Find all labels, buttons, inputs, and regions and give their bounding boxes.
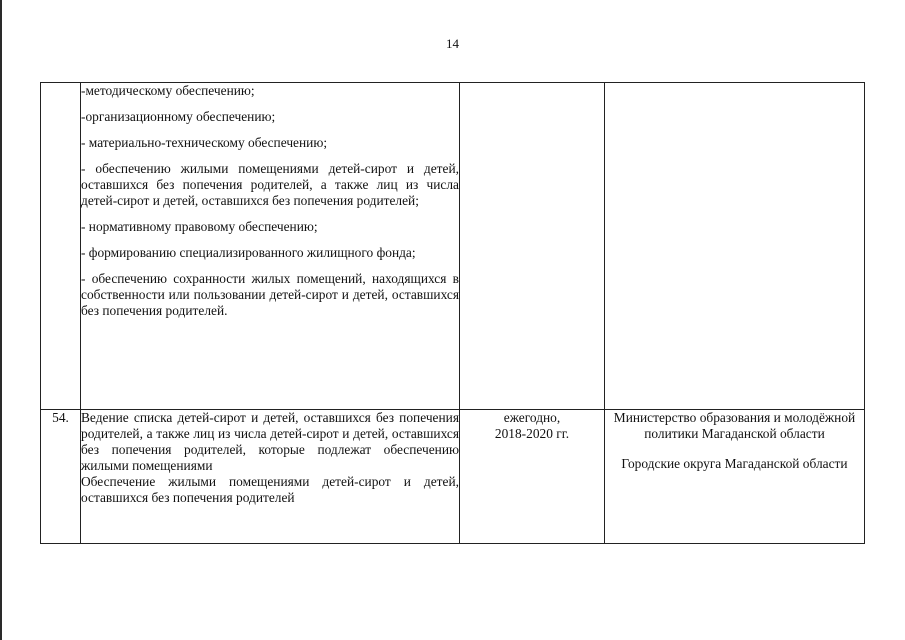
list-item: - формированию специализированного жилищного фонда;	[81, 245, 416, 260]
period-cell	[460, 410, 605, 544]
measure-text-2: Обеспечение жилыми помещениями детей-сирот и детей, оставшихся без попечения родителей	[81, 474, 459, 505]
row-number: 54.	[41, 410, 81, 544]
table-row-54	[41, 410, 865, 544]
page-left-edge	[0, 0, 2, 640]
page-number: 14	[446, 36, 459, 51]
number-cell-empty	[41, 83, 81, 410]
list-item: -методическому обеспечению;	[81, 83, 255, 98]
measure-text-cell	[81, 83, 460, 410]
measure-text-cell	[81, 410, 460, 544]
list-item: - обеспечению жилыми помещениями детей-сирот и детей, оставшихся без попечения родителей, а также лиц из числа детей-сирот и детей, оставшихся без попечения родителей;	[81, 161, 459, 208]
list-item: - материально-техническому обеспечению;	[81, 135, 328, 150]
measure-text-1: Ведение списка детей-сирот и детей, оставшихся без попечения родителей, а также лиц из числа детей-сирот и детей, оставшихся без попечения родителей, которые подлежат обеспечению жилыми помещениями	[81, 410, 459, 473]
list-item: -организационному обеспечению;	[81, 109, 276, 124]
responsible-cell	[605, 410, 865, 544]
period-label: ежегодно,	[503, 410, 561, 425]
responsible-cell-empty	[605, 83, 865, 410]
table-row-continued	[41, 83, 865, 410]
responsible-districts: Городские округа Магаданской области	[621, 456, 848, 471]
period-cell-empty	[460, 83, 605, 410]
list-item: - обеспечению сохранности жилых помещений, находящихся в собственности или пользовании детей-сирот и детей, оставшихся без попечения родителей.	[81, 271, 459, 318]
period-years: 2018-2020 гг.	[494, 426, 570, 441]
measures-table	[40, 82, 865, 544]
list-item: - нормативному правовому обеспечению;	[81, 219, 318, 234]
responsible-ministry: Министерство образования и молодёжной политики Магаданской области	[613, 410, 856, 441]
